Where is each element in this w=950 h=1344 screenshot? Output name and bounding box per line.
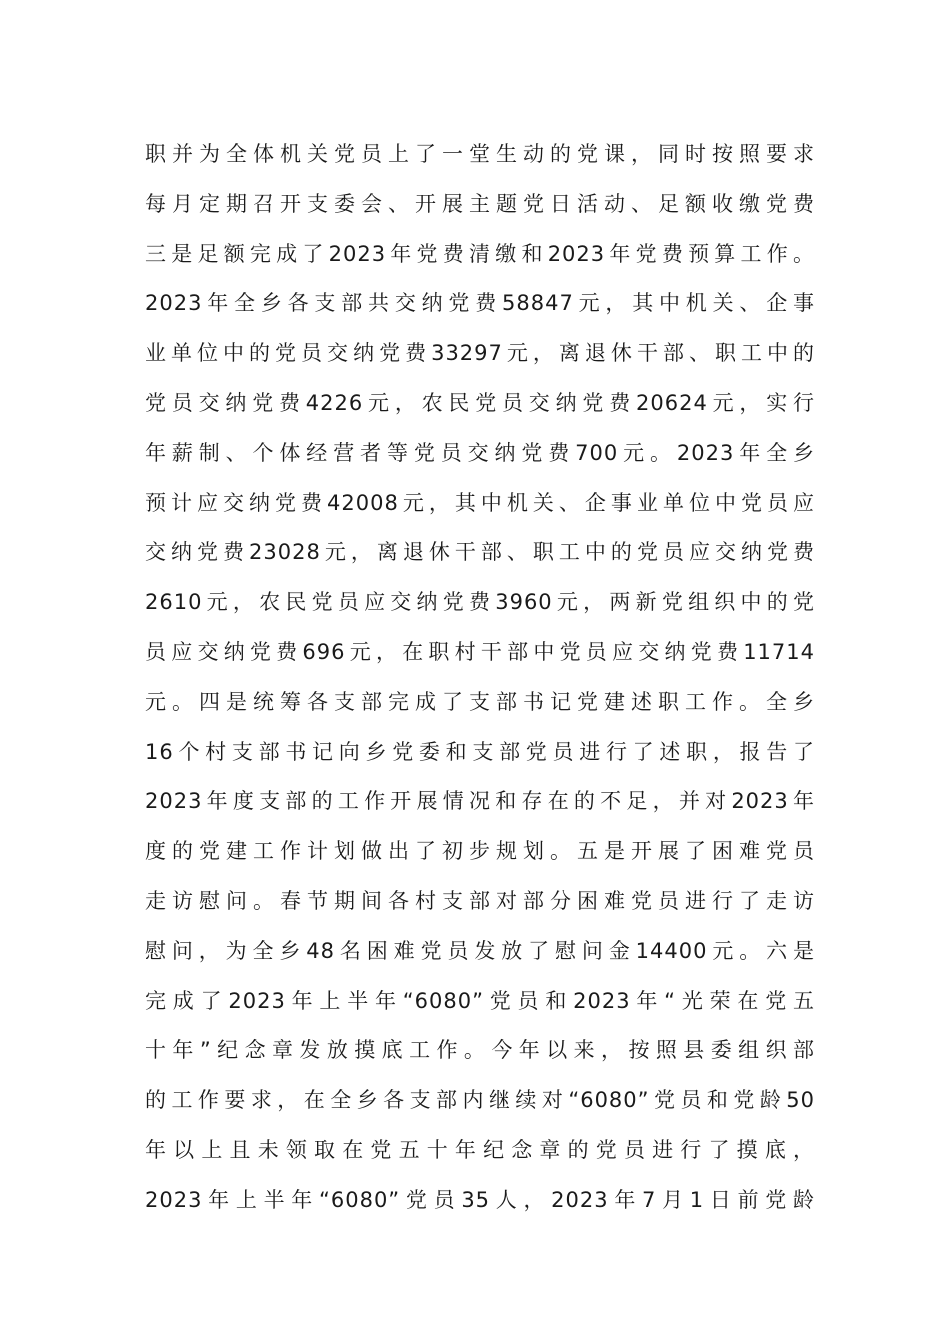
text-line: 交纳党费23028元，离退休干部、职工中的党员应交纳党费 — [145, 540, 815, 565]
text-line: 十年”纪念章发放摸底工作。今年以来，按照县委组织部 — [145, 1038, 815, 1063]
text-line: 预计应交纳党费42008元，其中机关、企事业单位中党员应 — [145, 490, 815, 515]
text-line: 16个村支部书记向乡党委和支部党员进行了述职，报告了 — [145, 739, 815, 764]
text-line: 2023年全乡各支部共交纳党费58847元，其中机关、企事 — [145, 291, 815, 316]
text-line: 度的党建工作计划做出了初步规划。五是开展了困难党员 — [145, 839, 815, 864]
text-line: 年以上且未领取在党五十年纪念章的党员进行了摸底， — [145, 1137, 815, 1162]
text-line: 党员交纳党费4226元，农民党员交纳党费20624元，实行 — [145, 390, 815, 415]
text-line: 年薪制、个体经营者等党员交纳党费700元。2023年全乡 — [145, 440, 815, 465]
text-line: 2023年上半年“6080”党员35人，2023年7月1日前党龄 — [145, 1187, 815, 1212]
text-line: 的工作要求，在全乡各支部内继续对“6080”党员和党龄50 — [145, 1088, 815, 1113]
text-line: 元。四是统筹各支部完成了支部书记党建述职工作。全乡 — [145, 689, 815, 714]
text-line: 2023年度支部的工作开展情况和存在的不足，并对2023年 — [145, 789, 815, 814]
text-line: 业单位中的党员交纳党费33297元，离退休干部、职工中的 — [145, 341, 815, 366]
text-line: 职并为全体机关党员上了一堂生动的党课，同时按照要求 — [145, 142, 815, 166]
text-line: 三是足额完成了2023年党费清缴和2023年党费预算工作。 — [145, 241, 815, 266]
text-line: 完成了2023年上半年“6080”党员和2023年“光荣在党五 — [145, 988, 815, 1013]
text-line: 走访慰问。春节期间各村支部对部分困难党员进行了走访 — [145, 888, 815, 913]
text-line: 2610元，农民党员应交纳党费3960元，两新党组织中的党 — [145, 590, 815, 615]
body-text — [145, 130, 815, 1226]
text-line: 员应交纳党费696元，在职村干部中党员应交纳党费11714 — [145, 639, 815, 664]
text-line: 慰问，为全乡48名困难党员发放了慰问金14400元。六是 — [145, 938, 815, 963]
text-line: 每月定期召开支委会、开展主题党日活动、足额收缴党费 — [145, 191, 815, 216]
